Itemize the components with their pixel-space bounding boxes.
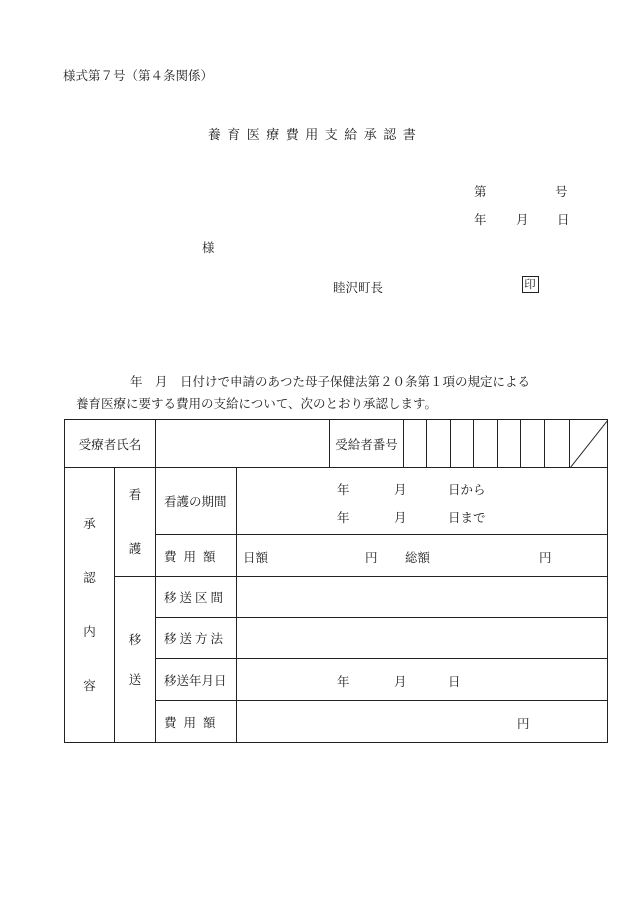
table-row — [65, 468, 608, 535]
recipient-number-label: 受給者番号 — [330, 420, 404, 468]
document-number-label: 第 — [474, 184, 487, 199]
issue-date-day: 日 — [557, 212, 570, 227]
approval-content-label — [65, 468, 115, 743]
recipient-number-box — [404, 420, 427, 468]
recipient-number-box — [427, 420, 451, 468]
to-day: 日まで — [448, 510, 486, 525]
nursing-period-value — [237, 468, 608, 535]
from-month: 月 — [394, 482, 407, 497]
daily-yen: 円 — [365, 550, 378, 565]
body-text-line-2: 養育医療に要する費用の支給について、次のとおり承認します。 — [76, 396, 438, 411]
approval-table — [64, 419, 608, 743]
diagonal-line — [570, 420, 608, 468]
approval-char: 認 — [83, 570, 96, 585]
issue-date-year: 年 — [474, 212, 487, 227]
from-year: 年 — [337, 482, 350, 497]
recipient-number-box — [474, 420, 498, 468]
approval-char: 容 — [83, 678, 96, 693]
body-text-line-1: 年 月 日付けで申請のあつた母子保健法第２０条第１項の規定による — [130, 374, 531, 389]
recipient-number-box — [451, 420, 474, 468]
nursing-cost-label: 費用額 — [156, 535, 237, 577]
seal-stamp: 印 — [522, 276, 539, 293]
daily-amount-label: 日額 — [243, 550, 269, 565]
document-number-suffix: 号 — [555, 184, 568, 199]
transport-method-label: 移送方法 — [156, 618, 237, 659]
transport-year: 年 — [337, 674, 350, 689]
approval-char: 内 — [83, 624, 96, 639]
recipient-number-box — [498, 420, 521, 468]
from-day: 日から — [448, 482, 486, 497]
nursing-char: 看 — [128, 487, 142, 502]
addressee-suffix: 様 — [202, 240, 215, 255]
approval-char: 承 — [83, 516, 96, 531]
transport-yen: 円 — [517, 716, 530, 731]
issue-date-month: 月 — [516, 212, 529, 227]
transport-section-value — [237, 577, 608, 618]
patient-name-value — [156, 420, 330, 468]
transport-date-value — [237, 659, 608, 701]
issuer-name: 睦沢町長 — [333, 280, 384, 295]
total-amount-label: 総額 — [405, 550, 431, 565]
transport-month: 月 — [394, 674, 407, 689]
transport-section-label: 移送区間 — [156, 577, 237, 618]
transport-char: 移 — [128, 631, 142, 647]
transport-label — [115, 577, 156, 743]
transport-method-value — [237, 618, 608, 659]
total-yen: 円 — [539, 550, 552, 565]
transport-cost-value — [237, 701, 608, 743]
form-number: 様式第７号（第４条関係） — [63, 68, 214, 83]
nursing-label — [115, 468, 156, 577]
patient-name-label: 受療者氏名 — [65, 420, 156, 468]
table-row — [65, 420, 608, 468]
to-year: 年 — [337, 510, 350, 525]
recipient-number-box — [545, 420, 570, 468]
document-title: 養育医療費用支給承認書 — [207, 128, 423, 143]
transport-char: 送 — [128, 671, 142, 687]
to-month: 月 — [394, 510, 407, 525]
recipient-number-box — [521, 420, 545, 468]
nursing-period-label: 看護の期間 — [156, 468, 237, 535]
recipient-number-check-box — [570, 420, 608, 468]
nursing-char: 護 — [128, 541, 142, 556]
table-row — [65, 577, 608, 618]
nursing-cost-value — [237, 535, 608, 577]
transport-day: 日 — [448, 674, 461, 689]
transport-cost-label: 費用額 — [156, 701, 237, 743]
transport-date-label: 移送年月日 — [156, 659, 237, 701]
